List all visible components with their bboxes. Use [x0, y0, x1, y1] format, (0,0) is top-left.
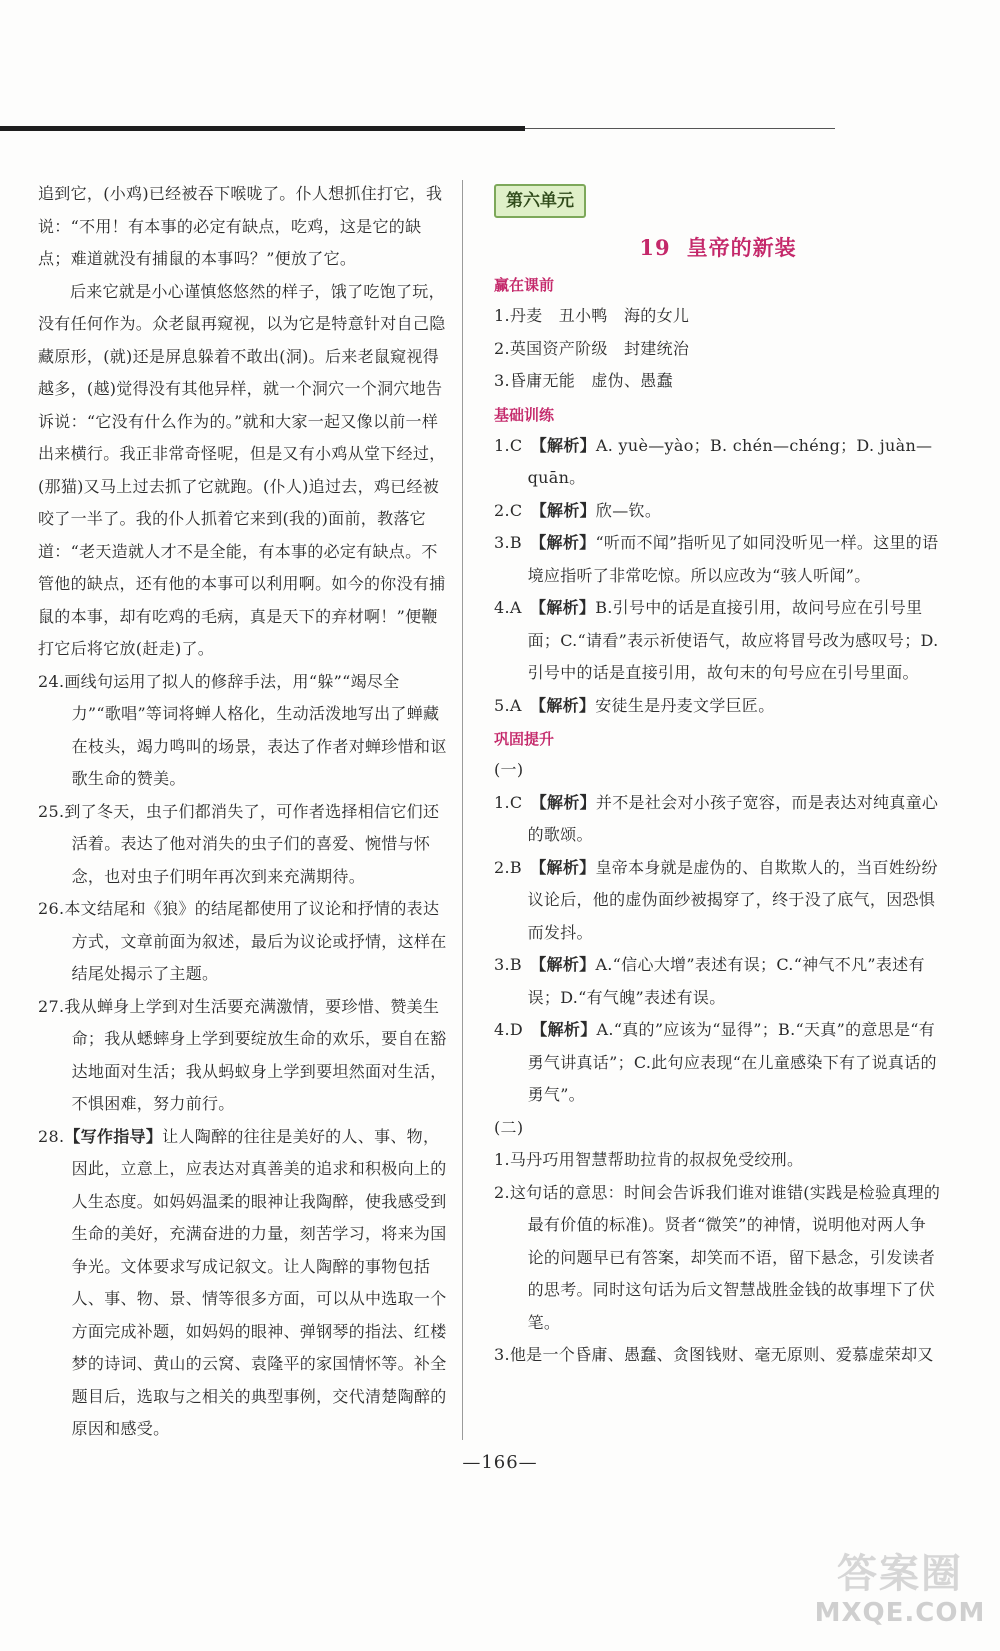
consolidate-item-3-answer: 3.B	[494, 955, 539, 974]
basic-item-1	[494, 430, 942, 495]
watermark-cn: 答案圈	[837, 1551, 963, 1597]
section-pre-class: 赢在课前	[494, 276, 555, 294]
consolidate-item-1-text: 并不是社会对小孩子宽容，而是表达对纯真童心的歌颂。	[527, 792, 939, 844]
part-2-label: (二)	[494, 1117, 524, 1137]
consolidate-item-3-text: A.“信心大增”表述有误；C.“神气不凡”表述有误；D.“有气魄”表述有误。	[527, 955, 925, 1007]
unit-badge: 第六单元	[494, 184, 586, 218]
analysis-tag: 【解析】	[538, 435, 596, 455]
basic-item-4-text: B.引号中的话是直接引用，故问号应在引号里面；C.“请看”表示祈使语气，故应将冒号改为感叹号；D.引号中的话是直接引用，故句末的句号应在引号里面。	[527, 598, 939, 682]
consolidate-item-2-text: 皇帝本身就是虚伪的、自欺欺人的，当百姓纷纷议论后，他的虚伪面纱被揭穿了，终于没了底气，因恐惧而发抖。	[527, 857, 938, 942]
basic-item-3-answer: 3.B	[494, 533, 539, 552]
basic-item-5-answer: 5.A	[494, 695, 539, 715]
consolidate-item-4-answer: 4.D	[494, 1020, 540, 1039]
analysis-tag: 【解析】	[538, 857, 596, 877]
answer-28-num: 28.	[38, 1126, 65, 1146]
part-2-item-2: 2.这句话的意思：时间会告诉我们谁对谁错(实践是检验真理的最有价值的标准)。贤者“微笑”的神情，说明他对两人争论的问题早已有答案，却笑而不语，留下悬念，引发读者的思考。同时这句话为后文智慧战胜金钱的故事埋下了伏笔。	[494, 1182, 941, 1332]
analysis-tag: 【解析】	[539, 1020, 597, 1039]
right-column	[494, 184, 942, 1372]
left-column	[38, 178, 448, 1446]
answer-26: 26.本文结尾和《狼》的结尾都使用了议论和抒情的表达方式，文章前面为叙述，最后为议论或抒情，这样在结尾处揭示了主题。	[38, 899, 447, 983]
analysis-tag: 【解析】	[538, 955, 596, 974]
consolidate-item-2	[494, 852, 942, 950]
part-2-item-3: 3.他是一个昏庸、愚蠢、贪图钱财、毫无原则、爱慕虚荣却又	[494, 1345, 934, 1364]
left-paragraph-2: 后来它就是小心谨慎悠悠然的样子，饿了吃饱了玩，没有任何作为。众老鼠再窥视，以为它是特意针对自己隐藏原形，(就)还是屏息躲着不敢出(洞)。后来老鼠窥视得越多，(越)觉得没有其他异样，就一个洞穴一个洞穴地告诉说：“它没有什么作为的。”就和大家一起又像以前一样出来横行。我正非常奇怪呢，但是又有小鸡从堂下经过，(那猫)又马上过去抓了它就跑。(仆人)追过去，鸡已经被咬了一半了。我的仆人抓着它来到(我的)面前，教落它道：“老天造就人才不是全能，有本事的必定有缺点。不管他的缺点，还有他的本事可以利用啊。如今的你没有捕鼠的本事，却有吃鸡的毛病，真是天下的弃材啊！”便鞭打它后将它放(赶走)了。	[38, 281, 446, 658]
basic-item-4	[494, 592, 942, 690]
top-rule	[0, 126, 525, 131]
basic-item-5-text: 安徒生是丹麦文学巨匠。	[595, 695, 775, 715]
pre-class-item-3: 3.昏庸无能 虚伪、愚蠢	[494, 371, 673, 390]
answer-28-text: 让人陶醉的往往是美好的人、事、物，因此，立意上，应表达对真善美的追求和积极向上的人生态度。如妈妈温柔的眼神让我陶醉，使我感受到生命的美好，充满奋进的力量，刻苦学习，将来为国争光。文体要求写成记叙文。让人陶醉的事物包括人、事、物、景、情等很多方面，可以从中选取一个方面完成补题，如妈妈的眼神、弹钢琴的指法、红楼梦的诗词、黄山的云窝、袁隆平的家国情怀等。补全题目后，选取与之相关的典型事例，交代清楚陶醉的原因和感受。	[71, 1126, 447, 1438]
part-1-label: (一)	[494, 760, 524, 779]
analysis-tag: 【解析】	[538, 500, 596, 520]
answer-27: 27.我从蝉身上学到对生活要充满激情，要珍惜、赞美生命；我从蟋蟀身上学到要绽放生命的欢乐，要自在豁达地面对生活；我从蚂蚁身上学到要坦然面对生活，不惧困难，努力前行。	[38, 996, 447, 1113]
page-number: —166—	[462, 1452, 538, 1473]
basic-item-5	[494, 690, 942, 723]
top-rule-tail	[525, 128, 835, 129]
consolidate-item-1	[494, 787, 942, 852]
basic-item-1-answer: 1.C	[494, 435, 539, 455]
pre-class-item-1: 1.丹麦 丑小鸭 海的女儿	[494, 306, 690, 325]
analysis-tag: 【解析】	[538, 695, 596, 715]
consolidate-item-2-answer: 2.B	[494, 857, 539, 877]
lesson-title-text: 皇帝的新装	[686, 235, 797, 260]
watermark-logo	[810, 1540, 990, 1640]
consolidate-item-3	[494, 949, 942, 1014]
consolidate-item-4-text: A.“真的”应该为“显得”；B.“天真”的意思是“有勇气讲真话”；C.此句应表现“在儿童感染下有了说真话的勇气”。	[527, 1020, 937, 1104]
answer-24: 24.画线句运用了拟人的修辞手法，用“躲”“竭尽全力”“歌唱”等词将蝉人格化，生动活泼地写出了蝉藏在枝头，竭力鸣叫的场景，表达了作者对蝉珍惜和讴歌生命的赞美。	[38, 671, 447, 788]
analysis-tag: 【解析】	[538, 792, 596, 812]
basic-item-3-text: “听而不闻”指听见了如同没听见一样。这里的语境应指听了非常吃惊。所以应改为“骇人听闻”。	[527, 533, 939, 585]
basic-item-4-answer: 4.A	[494, 598, 539, 617]
pre-class-item-2: 2.英国资产阶级 封建统治	[494, 338, 690, 358]
analysis-tag: 【解析】	[538, 598, 596, 617]
basic-item-2	[494, 495, 942, 528]
analysis-tag: 【解析】	[538, 533, 596, 552]
answer-25: 25.到了冬天，虫子们都消失了，可作者选择相信它们还活着。表达了他对消失的虫子们的喜爱、惋惜与怀念，也对虫子们明年再次到来充满期待。	[38, 801, 440, 886]
consolidate-item-4	[494, 1014, 942, 1112]
column-divider	[462, 180, 463, 1440]
lesson-number: 19	[639, 235, 671, 260]
basic-item-2-answer: 2.C	[494, 500, 539, 520]
section-basic: 基础训练	[494, 405, 555, 424]
basic-item-1-text: A. yuè—yào；B. chén—chéng；D. juàn—quān。	[527, 435, 933, 487]
basic-item-2-text: 欣—钦。	[595, 500, 662, 520]
basic-item-3	[494, 527, 942, 592]
section-consolidate: 巩固提升	[494, 730, 555, 748]
consolidate-item-1-answer: 1.C	[494, 792, 539, 812]
lesson-title	[494, 232, 942, 262]
watermark-url: MXQE.COM	[814, 1598, 986, 1628]
part-2-item-1: 1.马丹巧用智慧帮助拉肯的叔叔免受绞刑。	[494, 1150, 804, 1169]
answer-28	[38, 1121, 448, 1446]
left-paragraph-1: 追到它，(小鸡)已经被吞下喉咙了。仆人想抓住打它，我说：“不用！有本事的必定有缺点，吃鸡，这是它的缺点；难道就没有捕鼠的本事吗？”便放了它。	[38, 184, 443, 268]
writing-guide-tag: 【写作指导】	[64, 1126, 163, 1146]
